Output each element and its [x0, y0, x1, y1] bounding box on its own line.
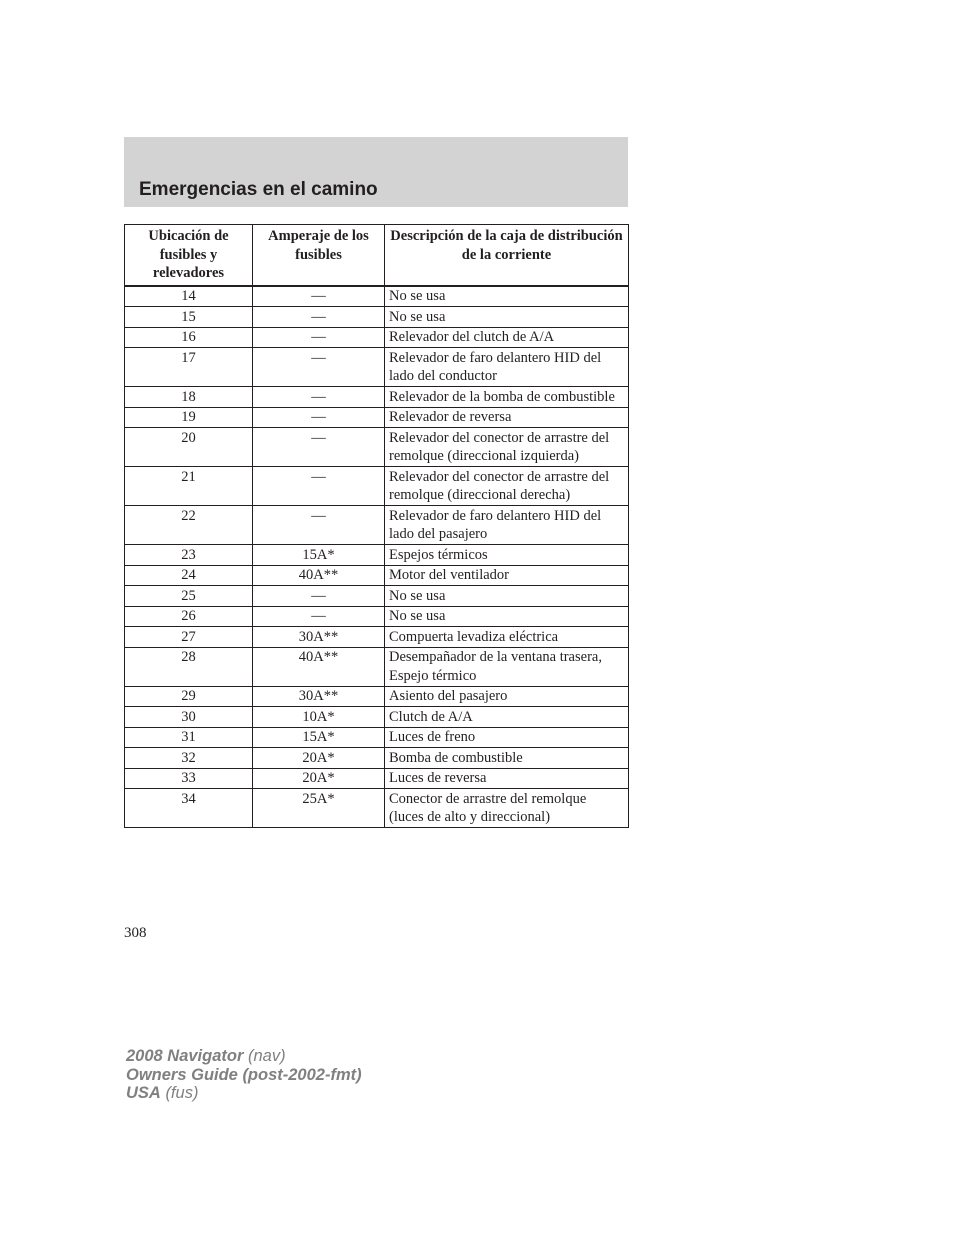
table-row — [125, 565, 629, 586]
cell-location: 18 — [125, 387, 253, 408]
page-number: 308 — [124, 925, 147, 941]
table-row — [125, 606, 629, 627]
cell-location: 22 — [125, 506, 253, 545]
cell-location: 29 — [125, 686, 253, 707]
footer-market: USA — [126, 1084, 161, 1102]
cell-description: Relevador de la bomba de combustible — [385, 387, 629, 408]
column-header-amperage: Amperaje de los fusibles — [253, 225, 385, 286]
cell-location: 19 — [125, 407, 253, 428]
table-row — [125, 348, 629, 387]
fuse-table-body — [125, 286, 629, 828]
cell-description: Clutch de A/A — [385, 707, 629, 728]
section-title: Emergencias en el camino — [139, 179, 378, 200]
table-row — [125, 387, 629, 408]
table-row — [125, 506, 629, 545]
cell-amperage: 15A* — [253, 545, 385, 566]
cell-location: 28 — [125, 647, 253, 686]
table-row — [125, 407, 629, 428]
cell-amperage: — — [253, 586, 385, 607]
cell-location: 16 — [125, 327, 253, 348]
column-header-location: Ubicación de fusibles y relevadores — [125, 225, 253, 286]
cell-description: Luces de freno — [385, 727, 629, 748]
cell-description: Bomba de combustible — [385, 748, 629, 769]
table-row — [125, 327, 629, 348]
cell-location: 14 — [125, 286, 253, 307]
cell-description: Desempañador de la ventana trasera, Espejo térmico — [385, 647, 629, 686]
cell-amperage: 20A* — [253, 748, 385, 769]
cell-location: 15 — [125, 307, 253, 328]
cell-description: Compuerta levadiza eléctrica — [385, 627, 629, 648]
table-row — [125, 707, 629, 728]
cell-amperage: 20A* — [253, 768, 385, 789]
cell-amperage: — — [253, 286, 385, 307]
cell-location: 32 — [125, 748, 253, 769]
table-row — [125, 428, 629, 467]
cell-location: 27 — [125, 627, 253, 648]
cell-amperage: — — [253, 467, 385, 506]
cell-amperage: — — [253, 348, 385, 387]
table-row — [125, 586, 629, 607]
footer-market-code: (fus) — [165, 1084, 199, 1102]
cell-amperage: — — [253, 387, 385, 408]
document-footer — [126, 1047, 362, 1103]
cell-amperage: 40A** — [253, 647, 385, 686]
cell-location: 25 — [125, 586, 253, 607]
cell-description: Relevador de faro delantero HID del lado del conductor — [385, 348, 629, 387]
table-row — [125, 545, 629, 566]
cell-amperage: 30A** — [253, 627, 385, 648]
cell-amperage: 10A* — [253, 707, 385, 728]
table-row — [125, 307, 629, 328]
cell-description: Conector de arrastre del remolque (luces de alto y direccional) — [385, 789, 629, 828]
cell-amperage: — — [253, 307, 385, 328]
cell-location: 17 — [125, 348, 253, 387]
table-row — [125, 647, 629, 686]
cell-location: 24 — [125, 565, 253, 586]
cell-amperage: 40A** — [253, 565, 385, 586]
cell-description: Espejos térmicos — [385, 545, 629, 566]
table-row — [125, 467, 629, 506]
cell-amperage: 30A** — [253, 686, 385, 707]
cell-location: 26 — [125, 606, 253, 627]
column-header-description: Descripción de la caja de distribución de la corriente — [385, 225, 629, 286]
cell-amperage: 15A* — [253, 727, 385, 748]
cell-location: 23 — [125, 545, 253, 566]
cell-description: Luces de reversa — [385, 768, 629, 789]
cell-description: No se usa — [385, 307, 629, 328]
cell-description: Motor del ventilador — [385, 565, 629, 586]
table-row — [125, 686, 629, 707]
table-header-row — [125, 225, 629, 286]
cell-amperage: 25A* — [253, 789, 385, 828]
footer-line-model — [126, 1047, 362, 1066]
table-row — [125, 286, 629, 307]
cell-description: Relevador de reversa — [385, 407, 629, 428]
cell-amperage: — — [253, 606, 385, 627]
table-row — [125, 748, 629, 769]
cell-description: Relevador del conector de arrastre del remolque (direccional izquierda) — [385, 428, 629, 467]
cell-location: 34 — [125, 789, 253, 828]
cell-amperage: — — [253, 407, 385, 428]
footer-guide: Owners Guide (post-2002-fmt) — [126, 1065, 362, 1084]
cell-description: No se usa — [385, 286, 629, 307]
table-row — [125, 627, 629, 648]
cell-location: 31 — [125, 727, 253, 748]
cell-description: Relevador de faro delantero HID del lado del pasajero — [385, 506, 629, 545]
cell-description: Relevador del clutch de A/A — [385, 327, 629, 348]
table-row — [125, 789, 629, 828]
cell-location: 30 — [125, 707, 253, 728]
table-row — [125, 768, 629, 789]
cell-location: 20 — [125, 428, 253, 467]
footer-line-market — [126, 1084, 362, 1103]
cell-amperage: — — [253, 428, 385, 467]
cell-description: Asiento del pasajero — [385, 686, 629, 707]
table-row — [125, 727, 629, 748]
footer-line-guide — [126, 1066, 362, 1085]
cell-location: 21 — [125, 467, 253, 506]
cell-description: No se usa — [385, 606, 629, 627]
cell-description: No se usa — [385, 586, 629, 607]
footer-model: 2008 Navigator — [126, 1047, 244, 1065]
cell-description: Relevador del conector de arrastre del remolque (direccional derecha) — [385, 467, 629, 506]
footer-model-code: (nav) — [248, 1047, 286, 1065]
cell-amperage: — — [253, 327, 385, 348]
cell-amperage: — — [253, 506, 385, 545]
cell-location: 33 — [125, 768, 253, 789]
section-header-band — [124, 137, 628, 207]
fuse-table — [124, 224, 629, 828]
